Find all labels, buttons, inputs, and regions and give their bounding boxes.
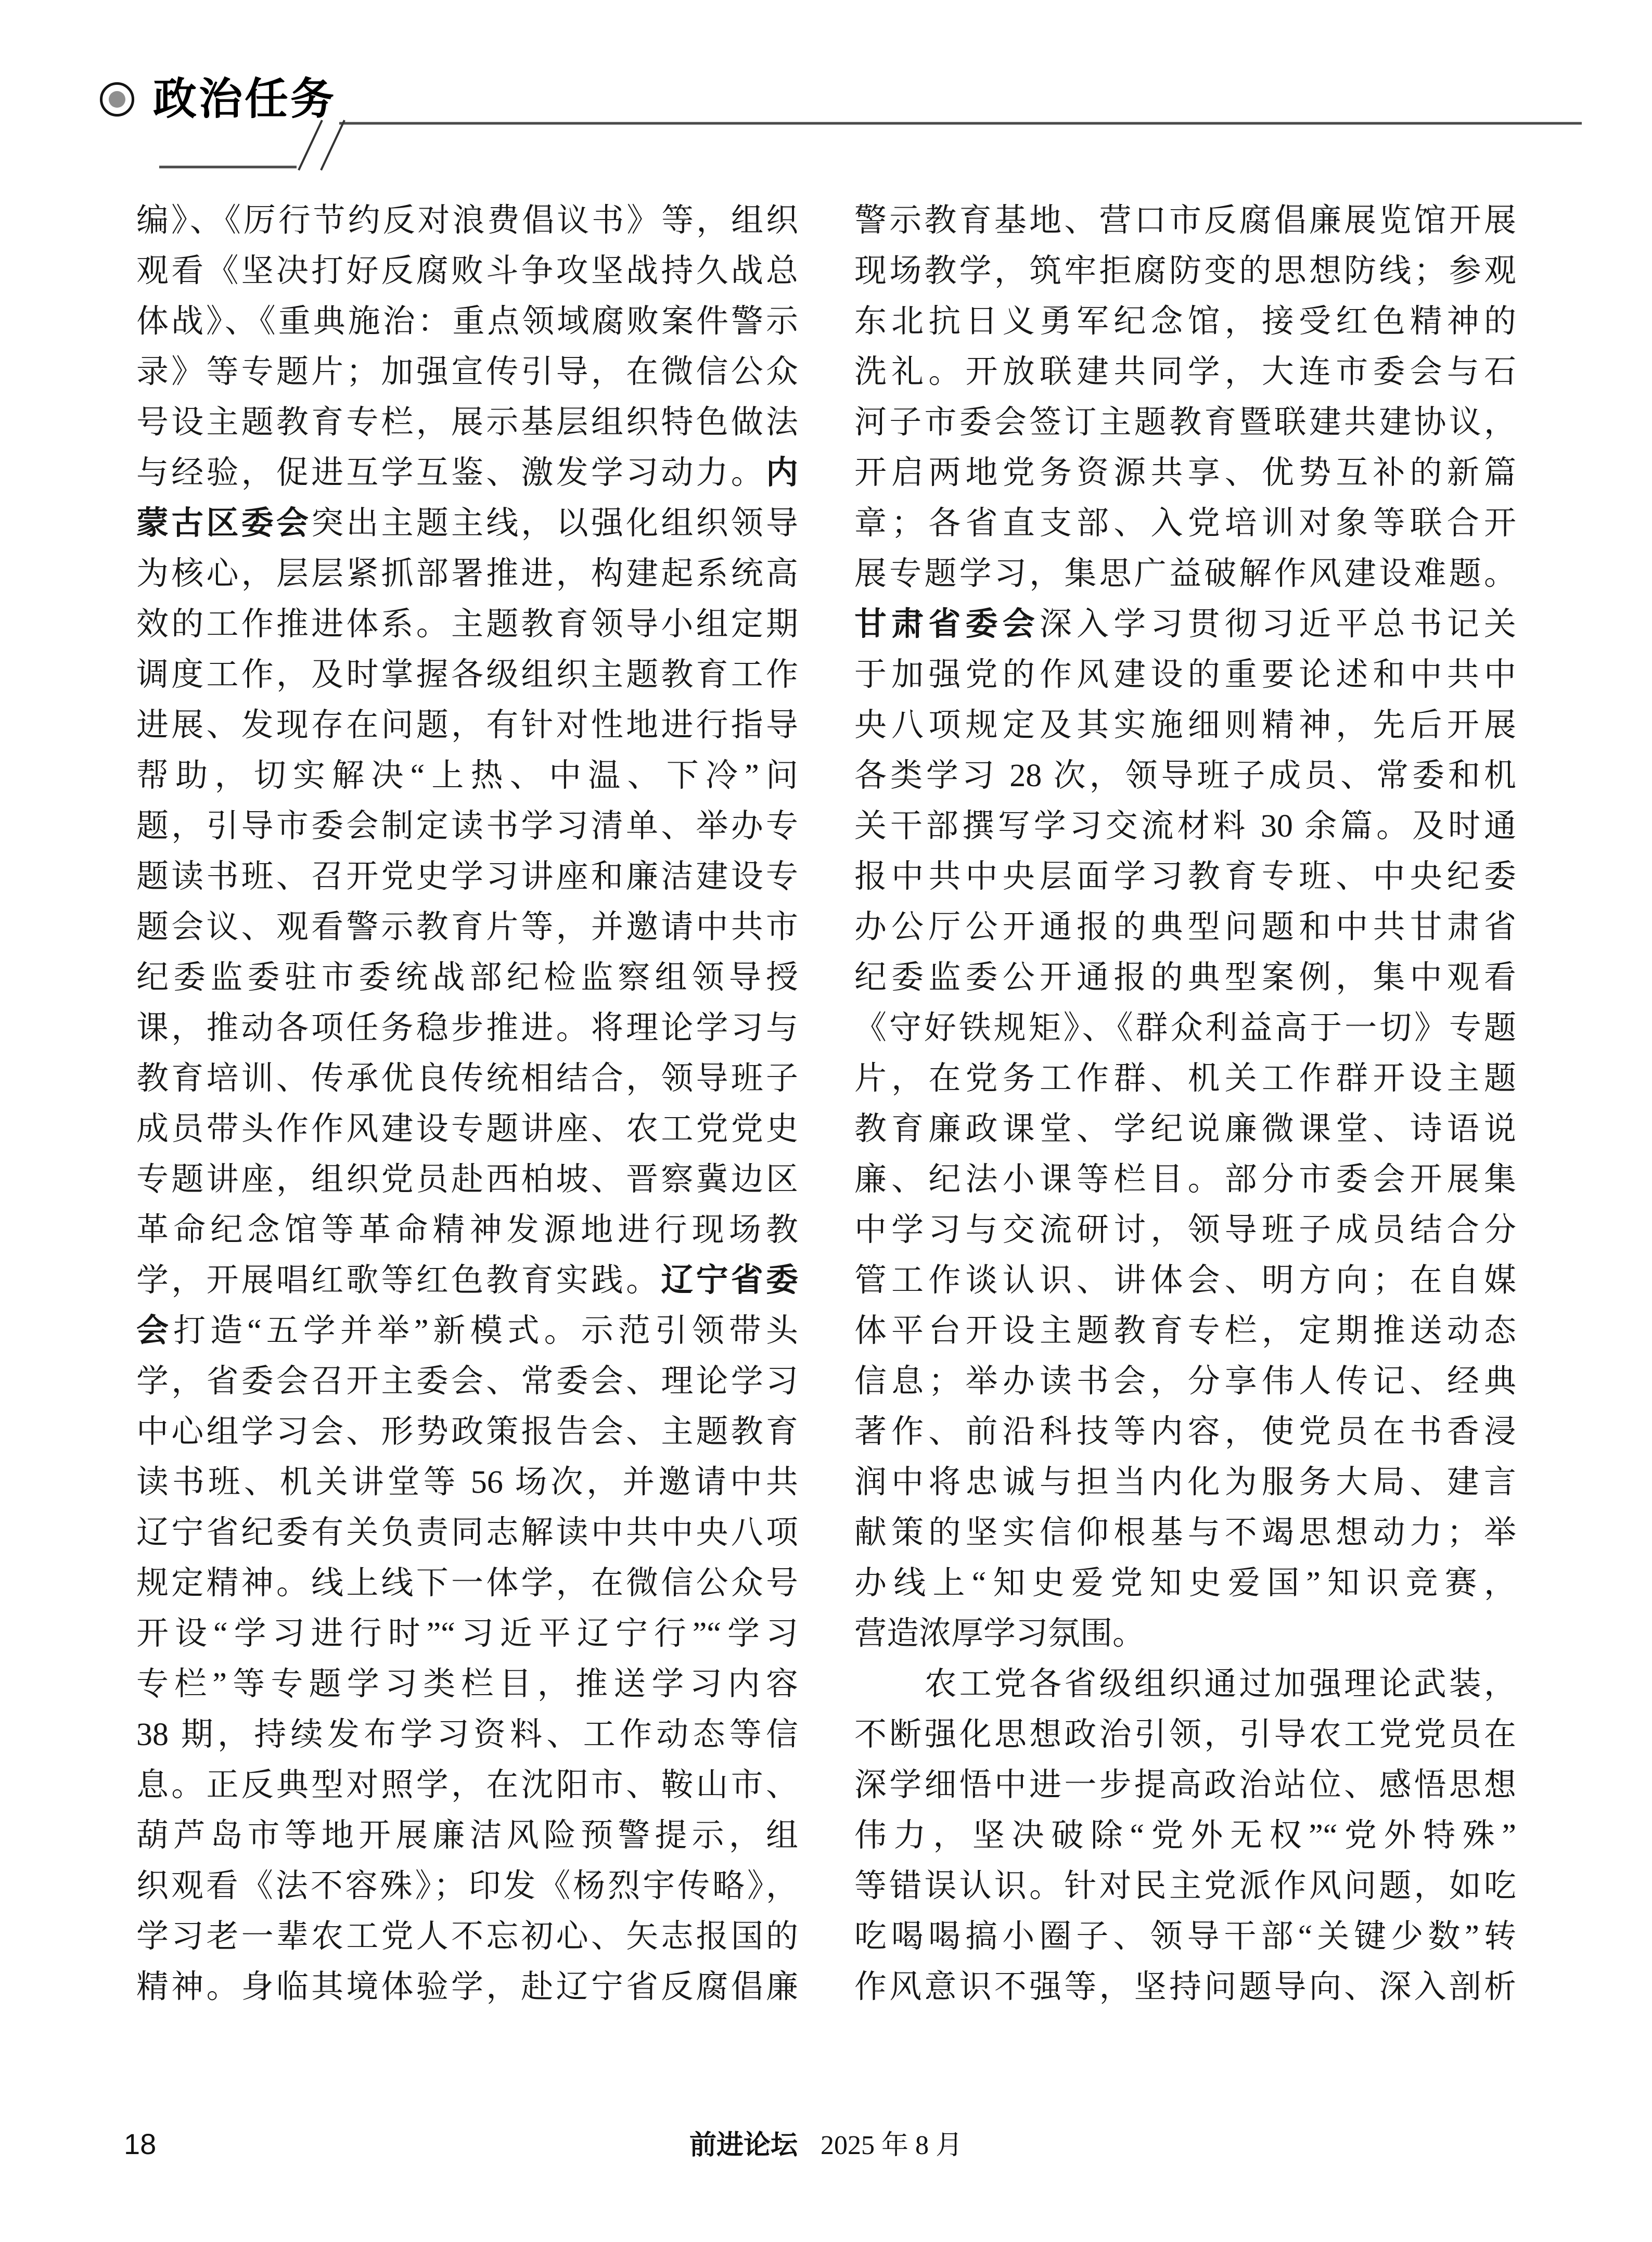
text-line: [136, 1356, 798, 1407]
text-segment: 突出主题主线，以强化组织领导: [311, 506, 798, 541]
text-line: [136, 1457, 798, 1508]
text-line: [136, 751, 798, 801]
text-line: [854, 751, 1516, 801]
header-rule-decoration: [0, 0, 1652, 208]
section-title: 政治任务: [153, 75, 337, 124]
text-line: [136, 700, 798, 751]
text-segment: 东北抗日义勇军纪念馆，接受红色精神的: [854, 304, 1516, 339]
text-segment: 内: [765, 455, 798, 491]
text-line: [136, 599, 798, 650]
text-segment: 著作、前沿科技等内容，使党员在书香浸: [854, 1414, 1516, 1450]
text-line: [854, 1558, 1516, 1609]
text-line: [136, 1306, 798, 1356]
text-segment: 央八项规定及其实施细则精神，先后开展: [854, 708, 1516, 743]
text-segment: 《守好铁规矩》、《群众利益高于一切》专题: [854, 1010, 1516, 1046]
text-line: [136, 1255, 798, 1306]
text-line: [136, 1760, 798, 1811]
text-line: [136, 801, 798, 852]
text-segment: 38 期，持续发布学习资料、工作动态等信: [136, 1717, 798, 1752]
text-line: [136, 1912, 798, 1962]
text-segment: 专题讲座，组织党员赴西柏坡、晋察冀边区: [136, 1162, 798, 1197]
text-line: [136, 347, 798, 398]
text-segment: 帮助，切实解决“上热、中温、下冷”问: [136, 758, 798, 793]
text-line: [136, 196, 798, 246]
text-line: [854, 650, 1516, 700]
text-line: [854, 1508, 1516, 1558]
text-segment: 农工党各省级组织通过加强理论武装，: [854, 1667, 1516, 1702]
text-line: [854, 953, 1516, 1003]
text-line: [136, 1861, 798, 1912]
text-segment: 息。正反典型对照学，在沈阳市、鞍山市、: [136, 1767, 798, 1803]
header-slash-icon: [321, 120, 344, 170]
text-segment: 辽宁省纪委有关负责同志解读中共中央八项: [136, 1515, 798, 1551]
text-segment: 等错误认识。针对民主党派作风问题，如吃: [854, 1868, 1516, 1904]
text-line: [854, 801, 1516, 852]
text-segment: 织观看《法不容殊》；印发《杨烈宇传略》，: [136, 1868, 798, 1904]
text-segment: 专栏”等专题学习类栏目，推送学习内容: [136, 1667, 798, 1702]
text-segment: 河子市委会签订主题教育暨联建共建协议，: [854, 405, 1516, 440]
issue-date: 2025 年 8 月: [821, 2131, 963, 2160]
text-line: [136, 1811, 798, 1861]
text-segment: 题会议、观看警示教育片等，并邀请中共市: [136, 909, 798, 945]
text-segment: 葫芦岛市等地开展廉洁风险预警提示，组: [136, 1818, 798, 1853]
text-segment: 会: [136, 1313, 174, 1349]
text-segment: 学习老一辈农工党人不忘初心、矢志报国的: [136, 1919, 798, 1954]
text-line: [136, 852, 798, 902]
text-segment: 体平台开设主题教育专栏，定期推送动态: [854, 1313, 1516, 1349]
text-segment: 洗礼。开放联建共同学，大连市委会与石: [854, 354, 1516, 390]
text-line: [854, 498, 1516, 549]
text-line: [136, 1659, 798, 1710]
text-line: [136, 1003, 798, 1054]
text-line: [136, 1205, 798, 1255]
text-segment: 编》、《厉行节约反对浪费倡议书》等，组织: [136, 203, 798, 238]
text-line: [854, 1609, 1516, 1659]
text-line: [854, 398, 1516, 448]
text-segment: 甘肃省委会: [854, 607, 1040, 642]
text-line: [854, 347, 1516, 398]
text-segment: 效的工作推进体系。主题教育领导小组定期: [136, 607, 798, 642]
text-segment: 为核心，层层紧抓部署推进，构建起系统高: [136, 556, 798, 592]
text-line: [136, 1104, 798, 1155]
text-segment: 深学细悟中进一步提高政治站位、感悟思想: [854, 1767, 1516, 1803]
text-segment: 题读书班、召开党史学习讲座和廉洁建设专: [136, 859, 798, 894]
text-line: [854, 1861, 1516, 1912]
text-line: [136, 1710, 798, 1760]
text-segment: 录》等专题片；加强宣传引导，在微信公众: [136, 354, 798, 390]
text-segment: 精神。身临其境体验学，赴辽宁省反腐倡廉: [136, 1969, 798, 2005]
text-line: [854, 1306, 1516, 1356]
text-line: [854, 1659, 1516, 1710]
text-line: [854, 1054, 1516, 1104]
text-line: [136, 1407, 798, 1457]
text-line: [854, 1710, 1516, 1760]
article-column-left: [136, 196, 798, 2013]
text-segment: 于加强党的作风建设的重要论述和中共中: [854, 657, 1516, 693]
text-line: [854, 1205, 1516, 1255]
text-segment: 学，开展唱红歌等红色教育实践。: [136, 1263, 661, 1298]
text-segment: 革命纪念馆等革命精神发源地进行现场教: [136, 1212, 798, 1248]
text-segment: 开设“学习进行时”“习近平辽宁行”“学习: [136, 1616, 798, 1651]
text-line: [854, 599, 1516, 650]
text-segment: 教育廉政课堂、学纪说廉微课堂、诗语说: [854, 1111, 1516, 1147]
text-segment: 润中将忠诚与担当内化为服务大局、建言: [854, 1465, 1516, 1500]
text-segment: 纪委监委公开通报的典型案例，集中观看: [854, 960, 1516, 995]
text-line: [854, 297, 1516, 347]
text-line: [854, 1155, 1516, 1205]
text-segment: 成员带头作作风建设专题讲座、农工党党史: [136, 1111, 798, 1147]
text-segment: 各类学习 28 次，领导班子成员、常委和机: [854, 758, 1516, 793]
text-segment: 片，在党务工作群、机关工作群开设主题: [854, 1061, 1516, 1096]
text-line: [136, 1054, 798, 1104]
text-line: [136, 1962, 798, 2013]
text-segment: 学，省委会召开主委会、常委会、理论学习: [136, 1364, 798, 1399]
text-segment: 开启两地党务资源共享、优势互补的新篇: [854, 455, 1516, 491]
text-line: [854, 1962, 1516, 2013]
text-segment: 规定精神。线上线下一体学，在微信公众号: [136, 1566, 798, 1601]
text-line: [136, 549, 798, 599]
text-segment: 警示教育基地、营口市反腐倡廉展览馆开展: [854, 203, 1516, 238]
text-line: [136, 1508, 798, 1558]
text-line: [854, 700, 1516, 751]
text-segment: 打造“五学并举”新模式。示范引领带头: [173, 1313, 798, 1349]
text-line: [854, 196, 1516, 246]
text-segment: 作风意识不强等，坚持问题导向、深入剖析: [854, 1969, 1516, 2005]
text-line: [136, 398, 798, 448]
text-segment: 信息；举办读书会，分享伟人传记、经典: [854, 1364, 1516, 1399]
text-line: [136, 297, 798, 347]
text-segment: 办线上“知史爱党知史爱国”知识竞赛，: [854, 1566, 1516, 1601]
text-segment: 办公厅公开通报的典型问题和中共甘肃省: [854, 909, 1516, 945]
text-line: [854, 1104, 1516, 1155]
text-segment: 进展、发现存在问题，有针对性地进行指导: [136, 708, 798, 743]
text-line: [854, 1457, 1516, 1508]
text-segment: 伟力，坚决破除“党外无权”“党外特殊”: [854, 1818, 1516, 1853]
text-segment: 报中共中央层面学习教育专班、中央纪委: [854, 859, 1516, 894]
text-line: [136, 498, 798, 549]
text-segment: 纪委监委驻市委统战部纪检监察组领导授: [136, 960, 798, 995]
text-segment: 题，引导市委会制定读书学习清单、举办专: [136, 809, 798, 844]
text-line: [854, 1356, 1516, 1407]
text-line: [136, 902, 798, 953]
text-segment: 与经验，促进互学互鉴、激发学习动力。: [136, 455, 766, 491]
text-line: [136, 1609, 798, 1659]
text-segment: 辽宁省委: [661, 1263, 798, 1298]
text-segment: 深入学习贯彻习近平总书记关: [1039, 607, 1516, 642]
text-segment: 展专题学习，集思广益破解作风建设难题。: [854, 556, 1516, 592]
text-line: [136, 1558, 798, 1609]
text-line: [854, 852, 1516, 902]
text-line: [854, 448, 1516, 498]
article-column-right: [854, 196, 1516, 2013]
text-segment: 廉、纪法小课等栏目。部分市委会开展集: [854, 1162, 1516, 1197]
text-segment: 中学习与交流研讨，领导班子成员结合分: [854, 1212, 1516, 1248]
text-segment: 吃喝喝搞小圈子、领导干部“关键少数”转: [854, 1919, 1516, 1954]
text-segment: 不断强化思想政治引领，引导农工党党员在: [854, 1717, 1516, 1752]
text-segment: 管工作谈认识、讲体会、明方向；在自媒: [854, 1263, 1516, 1298]
text-line: [136, 246, 798, 297]
text-line: [136, 953, 798, 1003]
text-line: [854, 1760, 1516, 1811]
text-segment: 章；各省直支部、入党培训对象等联合开: [854, 506, 1516, 541]
text-line: [136, 1155, 798, 1205]
text-line: [854, 1811, 1516, 1861]
text-line: [854, 549, 1516, 599]
text-line: [136, 448, 798, 498]
text-segment: 读书班、机关讲堂等 56 场次，并邀请中共: [136, 1465, 798, 1500]
journal-name: 前进论坛: [689, 2131, 798, 2160]
text-segment: 体战》、《重典施治：重点领域腐败案件警示: [136, 304, 798, 339]
text-segment: 调度工作，及时掌握各级组织主题教育工作: [136, 657, 798, 693]
text-line: [854, 1407, 1516, 1457]
header-slash-icon: [299, 120, 322, 170]
text-segment: 献策的坚实信仰根基与不竭思想动力；举: [854, 1515, 1516, 1551]
text-segment: 课，推动各项任务稳步推进。将理论学习与: [136, 1010, 798, 1046]
text-segment: 营造浓厚学习氛围。: [854, 1616, 1145, 1651]
text-segment: 现场教学，筑牢拒腐防变的思想防线；参观: [854, 253, 1516, 289]
page-number: 18: [124, 2128, 157, 2160]
text-segment: 号设主题教育专栏，展示基层组织特色做法: [136, 405, 798, 440]
text-line: [136, 650, 798, 700]
text-line: [854, 1912, 1516, 1962]
text-segment: 观看《坚决打好反腐败斗争攻坚战持久战总: [136, 253, 798, 289]
text-segment: 中心组学习会、形势政策报告会、主题教育: [136, 1414, 798, 1450]
text-segment: 关干部撰写学习交流材料 30 余篇。及时通: [854, 809, 1516, 844]
text-line: [854, 246, 1516, 297]
text-line: [854, 1255, 1516, 1306]
text-segment: 教育培训、传承优良传统相结合，领导班子: [136, 1061, 798, 1096]
footer-center: [0, 2129, 1652, 2162]
text-segment: 蒙古区委会: [136, 506, 312, 541]
text-line: [854, 1003, 1516, 1054]
text-line: [854, 902, 1516, 953]
